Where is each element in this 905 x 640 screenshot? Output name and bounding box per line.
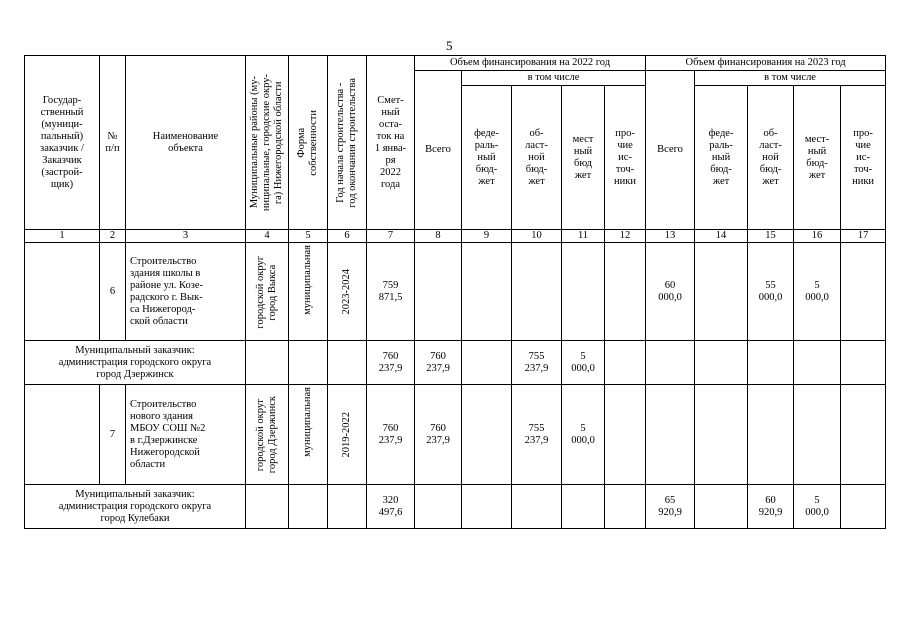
cust2-local-2023: 5 000,0: [794, 485, 841, 529]
row7-ownership-text: муниципальная: [302, 387, 313, 457]
row7-years-text: 2019-2022: [341, 411, 352, 458]
row6-years-text: 2023-2024: [341, 268, 352, 315]
cust2-total-2022: [415, 485, 462, 529]
header-total-2022: Всего: [415, 71, 462, 230]
row6-total-2023: 60 000,0: [646, 243, 695, 341]
table-row-customer-kulebaki: [25, 485, 886, 529]
row6-regional-2022: [512, 243, 562, 341]
header-federal-2022: феде- раль- ный бюд- жет: [462, 86, 512, 230]
row6-other-2022: [605, 243, 646, 341]
cust1-federal-2023: [695, 341, 748, 385]
header-ownership-text: Форма собственности: [296, 109, 319, 176]
row6-local-2022: [562, 243, 605, 341]
row7-district-text: городской округ город Дзержинск: [255, 396, 278, 474]
financing-table: [24, 55, 886, 529]
row7-total-2023: [646, 385, 695, 485]
row6-name: Строительство здания школы в районе ул. Козе- радского г. Вык- са Нижегород- ской области: [126, 243, 246, 341]
col-num-17: 17: [841, 230, 886, 243]
row7-ownership: [289, 385, 328, 485]
col-num-11: 11: [562, 230, 605, 243]
col-num-10: 10: [512, 230, 562, 243]
row7-balance: 760 237,9: [367, 385, 415, 485]
header-funding-2023: Объем финансирования на 2023 год: [646, 56, 886, 71]
col-num-7: 7: [367, 230, 415, 243]
row7-local-2022: 5 000,0: [562, 385, 605, 485]
row7-num: 7: [100, 385, 126, 485]
row6-other-2023: [841, 243, 886, 341]
cust2-district: [246, 485, 289, 529]
cust2-other-2023: [841, 485, 886, 529]
header-including-2022: в том числе: [462, 71, 646, 86]
col-num-14: 14: [695, 230, 748, 243]
cust1-total-2022: 760 237,9: [415, 341, 462, 385]
cust2-regional-2022: [512, 485, 562, 529]
cust1-other-2023: [841, 341, 886, 385]
row7-customer: [25, 385, 100, 485]
row6-balance: 759 871,5: [367, 243, 415, 341]
col-num-15: 15: [748, 230, 794, 243]
col-num-2: 2: [100, 230, 126, 243]
header-district: [246, 56, 289, 230]
cust2-local-2022: [562, 485, 605, 529]
cust2-other-2022: [605, 485, 646, 529]
row6-customer: [25, 243, 100, 341]
cust2-total-2023: 65 920,9: [646, 485, 695, 529]
row6-ownership-text: муниципальная: [302, 245, 313, 315]
header-balance: Смет- ный оста- ток на 1 янва- ря 2022 года: [367, 56, 415, 230]
row6-ownership: [289, 243, 328, 341]
cust1-ownership: [289, 341, 328, 385]
cust1-total-2023: [646, 341, 695, 385]
row7-local-2023: [794, 385, 841, 485]
col-num-16: 16: [794, 230, 841, 243]
header-customer: Государ- ственный (муници- пальный) заказчик / Заказчик (застрой- щик): [25, 56, 100, 230]
page-number: 5: [446, 38, 453, 53]
header-total-2023: Всего: [646, 71, 695, 230]
row7-district: [246, 385, 289, 485]
header-local-2022: мест ный бюд жет: [562, 86, 605, 230]
col-num-13: 13: [646, 230, 695, 243]
col-num-4: 4: [246, 230, 289, 243]
row6-district-text: городской округ город Выкса: [255, 255, 278, 329]
header-years: [328, 56, 367, 230]
header-including-2023: в том числе: [695, 71, 886, 86]
customer-dzerzhinsk: Муниципальный заказчик: администрация городского округа город Дзержинск: [25, 341, 246, 385]
col-num-3: 3: [126, 230, 246, 243]
cust2-balance: 320 497,6: [367, 485, 415, 529]
cust1-years: [328, 341, 367, 385]
column-numbers-row: [25, 230, 886, 243]
customer-kulebaki: Муниципальный заказчик: администрация городского округа город Кулебаки: [25, 485, 246, 529]
cust2-ownership: [289, 485, 328, 529]
header-row-1: [25, 56, 886, 71]
cust1-local-2022: 5 000,0: [562, 341, 605, 385]
header-federal-2023: феде- раль- ный бюд- жет: [695, 86, 748, 230]
cust2-federal-2023: [695, 485, 748, 529]
header-regional-2022: об- ласт- ной бюд- жет: [512, 86, 562, 230]
row7-other-2023: [841, 385, 886, 485]
cust2-federal-2022: [462, 485, 512, 529]
row6-total-2022: [415, 243, 462, 341]
cust2-years: [328, 485, 367, 529]
row7-federal-2023: [695, 385, 748, 485]
row7-years: [328, 385, 367, 485]
header-funding-2022: Объем финансирования на 2022 год: [415, 56, 646, 71]
header-other-2022: про- чие ис- точ- ники: [605, 86, 646, 230]
header-local-2023: мест- ный бюд- жет: [794, 86, 841, 230]
cust1-local-2023: [794, 341, 841, 385]
cust1-balance: 760 237,9: [367, 341, 415, 385]
row7-total-2022: 760 237,9: [415, 385, 462, 485]
cust1-district: [246, 341, 289, 385]
cust1-regional-2022: 755 237,9: [512, 341, 562, 385]
col-num-12: 12: [605, 230, 646, 243]
row6-regional-2023: 55 000,0: [748, 243, 794, 341]
col-num-5: 5: [289, 230, 328, 243]
col-num-9: 9: [462, 230, 512, 243]
col-num-1: 1: [25, 230, 100, 243]
row6-district: [246, 243, 289, 341]
row7-regional-2023: [748, 385, 794, 485]
row7-name: Строительство нового здания МБОУ СОШ №2 в г.Дзержинске Нижегородской области: [126, 385, 246, 485]
row6-federal-2022: [462, 243, 512, 341]
row7-other-2022: [605, 385, 646, 485]
cust1-other-2022: [605, 341, 646, 385]
row7-federal-2022: [462, 385, 512, 485]
cust2-regional-2023: 60 920,9: [748, 485, 794, 529]
cust1-regional-2023: [748, 341, 794, 385]
row7-regional-2022: 755 237,9: [512, 385, 562, 485]
header-district-text: Муниципальные районы (му- ниципальные, городские окру- га) Нижегородской области: [249, 73, 284, 212]
header-object-name: Наименование объекта: [126, 56, 246, 230]
row6-federal-2023: [695, 243, 748, 341]
header-num: № п/п: [100, 56, 126, 230]
col-num-6: 6: [328, 230, 367, 243]
col-num-8: 8: [415, 230, 462, 243]
header-regional-2023: об- ласт- ной бюд- жет: [748, 86, 794, 230]
header-other-2023: про- чие ис- точ- ники: [841, 86, 886, 230]
cust1-federal-2022: [462, 341, 512, 385]
table-row-object-6: [25, 243, 886, 341]
table-row-object-7: [25, 385, 886, 485]
row6-years: [328, 243, 367, 341]
table-row-customer-dzerzhinsk: [25, 341, 886, 385]
row6-local-2023: 5 000,0: [794, 243, 841, 341]
row6-num: 6: [100, 243, 126, 341]
header-ownership: [289, 56, 328, 230]
header-years-text: Год начала строительства - год окончания строительства: [335, 77, 358, 208]
